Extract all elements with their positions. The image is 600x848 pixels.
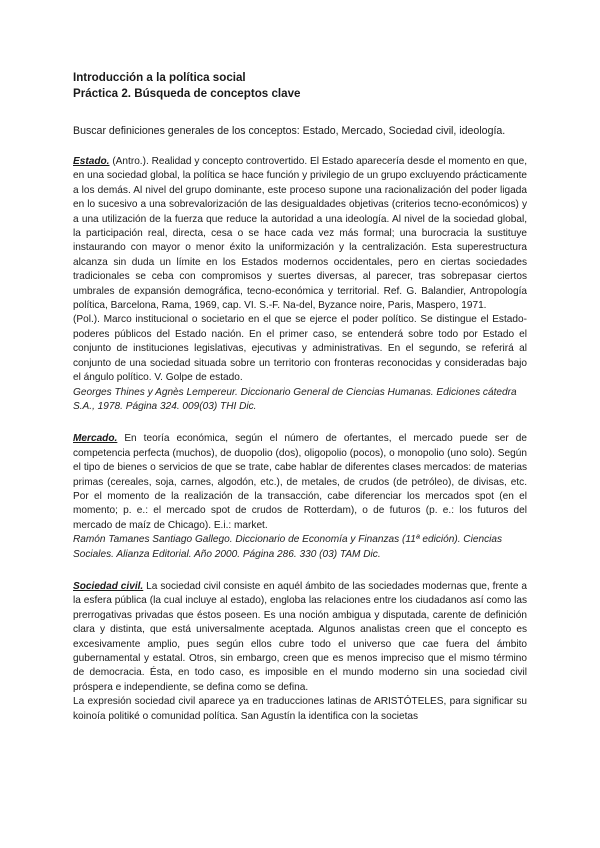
practice-title: Práctica 2. Búsqueda de conceptos clave: [73, 87, 301, 100]
entry-mercado: [73, 432, 527, 562]
estado-definition: [73, 155, 527, 313]
sociedad-text-1: La sociedad civil consiste en aquél ámbito de las sociedades modernas que, frente a la esfera pública (la cual incluye al estado), engloba las relaciones entre los ciudadanos así como las prerrogativas privadas que éstos poseen. Es una noción ambigua y disputada, carente de definición clara y distinta, que está universalmente aceptada. Algunos analistas creen que el concepto es excesivamente amplio, pues según ellos cubre todo el universo que cae fuera del ámbito gubernamental y estatal. Otros, sin embargo, creen que es menos impreciso que el mismo término de democracia. Ésta, en todo caso, es imposible en el mundo moderno sin una sociedad civil próspera e independiente, se defina como se defina.: [73, 580, 527, 693]
entry-estado: [73, 155, 527, 414]
estado-text-1: (Antro.). Realidad y concepto controvertido. El Estado aparecería desde el momento en que, en una sociedad global, la política se hace función y privilegio de un grupo excluyendo prácticamente a los demás. Al nivel del grupo dominante, este proceso supone una racionalización del poder ligada en lo sucesivo a una sobrevalorización de las desigualdades objetivas (criterios tecno-económicos) y a una utilización de la fuerza que reduce la autoridad a una ideología. Al nivel de la sociedad global, la participación real, directa, cesa o se hace cada vez más formal; una burocracia la sustituye instaurando con mayor o menor éxito la uniformización y la centralización. Esta superestructura alcanza sin duda un límite en los Estados modernos occidentales, pero en ciertas sociedades tradicionales se ceba con compromisos y suertes diversas, al parecer, tras sobrepasar ciertos umbrales de expansión demográfica, tecno-económica y territorial. Ref. G. Balandier, Antropología política, Barcelona, Rama, 1969, cap. VI. S.-F. Na-del, Byzance noire, Paris, Maspero, 1971.: [73, 156, 527, 312]
sociedad-term: Sociedad civil.: [73, 580, 144, 592]
course-title: Introducción a la política social: [73, 71, 246, 84]
document-header: [73, 70, 527, 102]
sociedad-definition: [73, 580, 527, 695]
instructions-text: Buscar definiciones generales de los conceptos: Estado, Mercado, Sociedad civil, ideología.: [73, 125, 506, 137]
mercado-definition: [73, 432, 527, 533]
mercado-term: Mercado.: [73, 433, 118, 445]
entry-sociedad-civil: [73, 580, 527, 724]
estado-term: Estado.: [73, 156, 110, 167]
mercado-text-1: En teoría económica, según el número de ofertantes, el mercado puede ser de competencia perfecta (muchos), de duopolio (dos), oligopolio (pocos), o monopolio (uno solo). Según el tipo de bienes o servicios de que se trate, cabe hablar de diferentes clases mercados: de materias primas (cereales, soja, carnes, algodón, etc.), de metales, de crudos (de petróleo), de divisas, etc. Por el momento de la realización de la transacción, cabe diferenciar los mercados spot (en el momento; p. e.: el mercado spot de crudos de Rotterdam), o de futuros (p. e.: los futuros del mercado de maíz de Chicago). E.i.: market.: [73, 433, 527, 531]
estado-source: Georges Thines y Agnès Lempereur. Diccionario General de Ciencias Humanas. Ediciones cátedra S.A., 1978. Página 324. 009(03) THI Dic.: [73, 386, 517, 412]
mercado-source: Ramón Tamanes Santiago Gallego. Diccionario de Economía y Finanzas (11ª edición). Ciencias Sociales. Alianza Editorial. Año 2000. Página 286. 330 (03) TAM Dic.: [73, 534, 503, 560]
estado-definition-political: (Pol.). Marco institucional o societario en el que se ejerce el poder político. Se distingue el Estado-poderes públicos del Estado nación. En el primer caso, se entenderá sobre todo por Estado el conjunto de instituciones legislativas, ejecutivas y administrativas. En el segundo, se referirá al conjunto de una sociedad situada sobre un territorio con fronteras reconocidas y consideradas bajo el ángulo político. V. Golpe de estado.: [73, 314, 527, 384]
sociedad-definition-history: La expresión sociedad civil aparece ya en traducciones latinas de ARISTÓTELES, para significar su koinoía politiké o comunidad política. San Agustín la identifica con la societas: [73, 696, 527, 722]
